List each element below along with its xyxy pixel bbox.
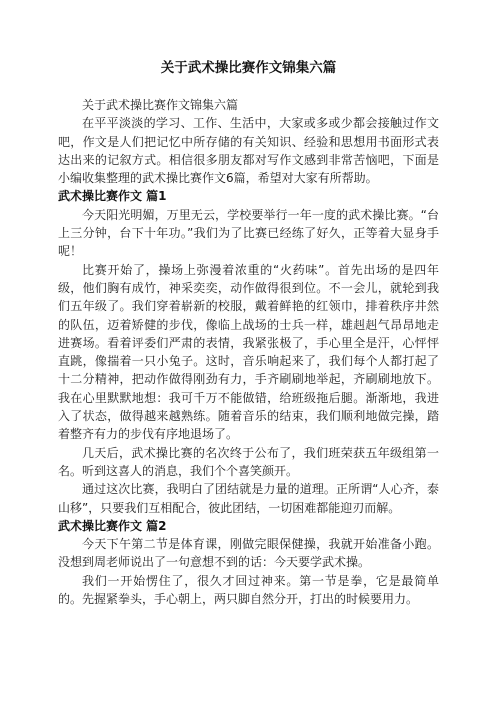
section-1 — [58, 187, 439, 516]
body-paragraph: 今天下午第二节是体育课，刚做完眼保健操，我就开始准备小跑。没想到周老师说出了一句意想不到的话：今天要学武术操。 — [58, 537, 439, 570]
body-paragraph: 几天后，武术操比赛的名次终于公布了，我们班荣获五年级组第一名。听到这喜人的消息，我们个个喜笑颜开。 — [58, 445, 439, 478]
body-paragraph: 通过这次比赛，我明白了团结就是力量的道理。正所谓“人心齐，泰山移”，只要我们互相配合，彼此团结，一切困难都能迎刃而解。 — [58, 482, 439, 515]
intro-line: 关于武术操比赛作文锦集六篇 — [82, 98, 239, 112]
intro-paragraph: 在平平淡淡的学习、工作、生活中，大家或多或少都会接触过作文吧，作文是人们把记忆中所存储的有关知识、经验和思想用书面形式表达出来的记叙方式。相信很多朋友都对写作文感到非常苦恼吧，下面是小编收集整理的武术操比赛作文6篇，希望对大家有所帮助。 — [58, 116, 439, 186]
body-paragraph: 比赛开始了，操场上弥漫着浓重的“火药味”。首先出场的是四年级，他们胸有成竹，神采奕奕，动作做得很到位。不一会儿，就轮到我们五年级了。我们穿着崭新的校服，戴着鲜艳的红领巾，排着秩序井然的队伍，迈着矫健的步伐，像临上战场的士兵一样，雄赳赳气昂昂地走进赛场。看着评委们严肃的表情，我紧张极了，手心里全是汗，心怦怦直跳，像揣着一只小兔子。这时，音乐响起来了，我们每个人都打起了十二分精神，把动作做得刚劲有力，手齐刷刷地举起，齐刷刷地放下。我在心里默默地想：我可千万不能做错，给班级拖后腿。渐渐地，我进入了状态，做得越来越熟练。随着音乐的结束，我们顺利地做完操，踏着整齐有力的步伐有序地退场了。 — [58, 262, 439, 442]
document-title: 关于武术操比赛作文锦集六篇 — [160, 60, 337, 76]
section-2 — [58, 517, 439, 608]
body-paragraph: 我们一开始愣住了，很久才回过神来。第一节是拳，它是最简单的。先握紧拳头，手心朝上，两只脚自然分开，打出的时候要用力。 — [58, 573, 439, 607]
section-heading: 武术操比赛作文 篇2 — [58, 518, 167, 533]
section-heading: 武术操比赛作文 篇1 — [58, 189, 167, 204]
body-paragraph: 今天阳光明媚，万里无云，学校要举行一年一度的武术操比赛。“台上三分钟，台下十年功。”我们为了比赛已经练了好久，正等着大显身手呢！ — [58, 207, 439, 259]
